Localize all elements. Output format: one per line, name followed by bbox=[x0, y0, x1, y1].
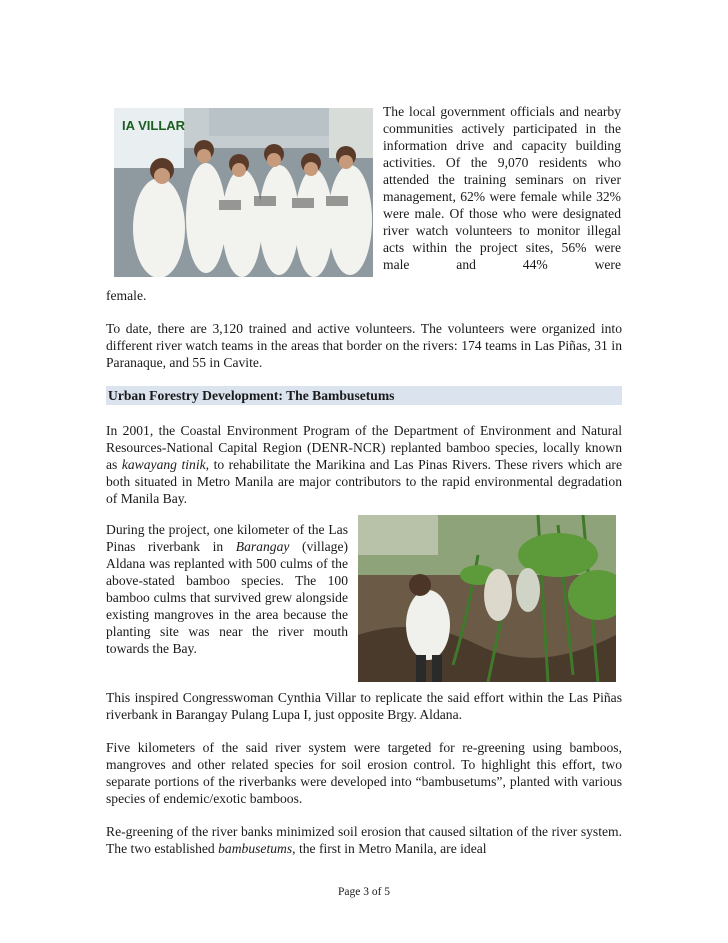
intro-paragraph: The local government officials and nearby communities actively participated in the information drive and capacity building activities. Of the 9,070 residents who attended the training seminars on river management, 62% were female while 32% were male. Of those who were designated river watch volunteers to monitor illegal acts within the project sites, 56% were male and 44% were bbox=[383, 104, 621, 272]
photo-volunteers-oath bbox=[114, 108, 373, 277]
volunteers-paragraph: To date, there are 3,120 trained and active volunteers. The volunteers were organized into different river watch teams in the areas that border on the rivers: 174 teams in Las Piñas, 31 in Paranaque, and 55 in Cavite. bbox=[106, 321, 622, 370]
bamboo-paragraph-1 bbox=[106, 422, 622, 507]
page-number: Page 3 of 5 bbox=[337, 886, 391, 898]
text-span: to rehabilitate the Marikina and Las Pinas Rivers. These rivers which are both situated in Metro Manila are major contributors to the rapid environmental degradation of Manila Bay. bbox=[106, 457, 622, 506]
bamboo-paragraph-2 bbox=[106, 521, 348, 657]
bamboo-paragraph-3: This inspired Congresswoman Cynthia Villar to replicate the said effort within the Las Piñas riverbank in Barangay Pulang Lupa I, just opposite Brgy. Aldana. bbox=[106, 690, 622, 722]
emphasis-text: kawayang tinik, bbox=[121, 457, 210, 472]
text-span: In 2001, the Coastal Environment Program of the Department of Environment and Natural Resources-National Capital Region (DENR-NCR) replanted bamboo species, locally known as bbox=[106, 423, 622, 472]
photo-bamboo-planting bbox=[358, 515, 616, 682]
text-span: Re-greening of the river banks minimized soil erosion that caused siltation of the river system. The two established bbox=[106, 824, 622, 856]
bamboo-paragraph-4: Five kilometers of the said river system were targeted for re-greening using bamboos, mangroves and other related species for soil erosion control. To highlight this effort, two separate portions of the riverbanks were developed into “bambusetums”, planted with various species of endemic/exotic bamboos. bbox=[106, 740, 622, 806]
intro-paragraph-end: female. bbox=[106, 288, 147, 303]
section-heading: Urban Forestry Development: The Bambusetums bbox=[106, 386, 622, 405]
photo-banner-text: IA VILLAR bbox=[122, 118, 186, 133]
text-span: the first in Metro Manila, are ideal bbox=[295, 841, 487, 856]
emphasis-text: bambusetums, bbox=[218, 841, 296, 856]
bamboo-paragraph-5 bbox=[106, 823, 622, 857]
text-span: (village) Aldana was replanted with 500 culms of the above-stated bamboo species. The 100 bamboo culms that survived grew alongside existing mangroves in the area because the planting site was near the river mouth towards the Bay. bbox=[106, 539, 349, 656]
text-span: During the project, one kilometer of the Las Pinas riverbank in bbox=[106, 522, 348, 554]
emphasis-text: Barangay bbox=[235, 539, 290, 554]
